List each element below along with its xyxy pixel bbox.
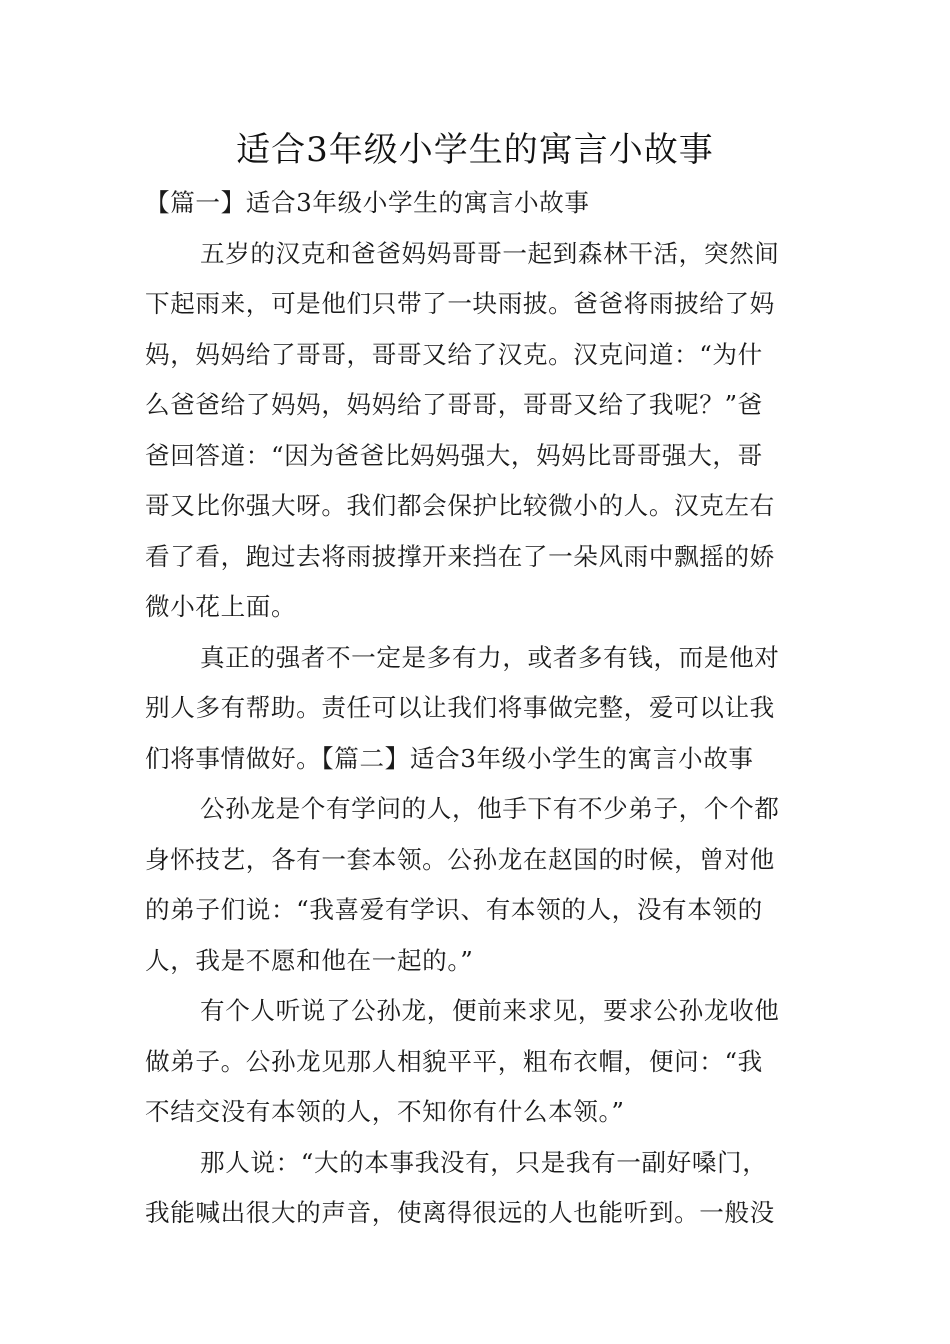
text-line: 微小花上面。 xyxy=(145,592,297,621)
text-line: 那人说：“大的本事我没有，只是我有一副好嗓门， xyxy=(200,1147,768,1177)
text-line: 人，我是不愿和他在一起的。” xyxy=(145,945,474,975)
text-line: 爸回答道：“因为爸爸比妈妈强大，妈妈比哥哥强大，哥 xyxy=(145,440,763,470)
text-line: 看了看，跑过去将雨披撑开来挡在了一朵风雨中飘摇的娇 xyxy=(145,541,775,571)
text-line: 妈，妈妈给了哥哥，哥哥又给了汉克。汉克问道：“为什 xyxy=(145,339,763,369)
text-line: 做弟子。公孙龙见那人相貌平平，粗布衣帽，便问：“我 xyxy=(145,1046,763,1076)
text-line: 公孙龙是个有学问的人，他手下有不少弟子，个个都 xyxy=(200,794,780,823)
text-line: 哥又比你强大呀。我们都会保护比较微小的人。汉克左右 xyxy=(145,491,775,520)
text-line: 【篇一】适合3年级小学生的寓言小故事 xyxy=(145,188,590,217)
text-line: 么爸爸给了妈妈，妈妈给了哥哥，哥哥又给了我呢？”爸 xyxy=(145,390,763,419)
document-body xyxy=(145,178,810,1239)
text-line: 身怀技艺，各有一套本领。公孙龙在赵国的时候，曾对他 xyxy=(145,844,775,874)
text-line: 我能喊出很大的声音，使离得很远的人也能听到。一般没 xyxy=(145,1198,775,1227)
text-line: 有个人听说了公孙龙，便前来求见，要求公孙龙收他 xyxy=(200,996,780,1025)
document-title: 适合3年级小学生的寓言小故事 xyxy=(236,130,714,170)
text-line: 的弟子们说：“我喜爱有学识、有本领的人，没有本领的 xyxy=(145,895,763,924)
text-line: 不结交没有本领的人，不知你有什么本领。” xyxy=(145,1097,625,1126)
text-line: 下起雨来，可是他们只带了一块雨披。爸爸将雨披给了妈 xyxy=(145,289,775,318)
text-line: 真正的强者不一定是多有力，或者多有钱，而是他对 xyxy=(200,642,780,672)
text-line: 们将事情做好。【篇二】适合3年级小学生的寓言小故事 xyxy=(145,743,754,773)
text-line: 五岁的汉克和爸爸妈妈哥哥一起到森林干活，突然间 xyxy=(200,238,780,268)
text-line: 别人多有帮助。责任可以让我们将事做完整，爱可以让我 xyxy=(145,693,775,722)
